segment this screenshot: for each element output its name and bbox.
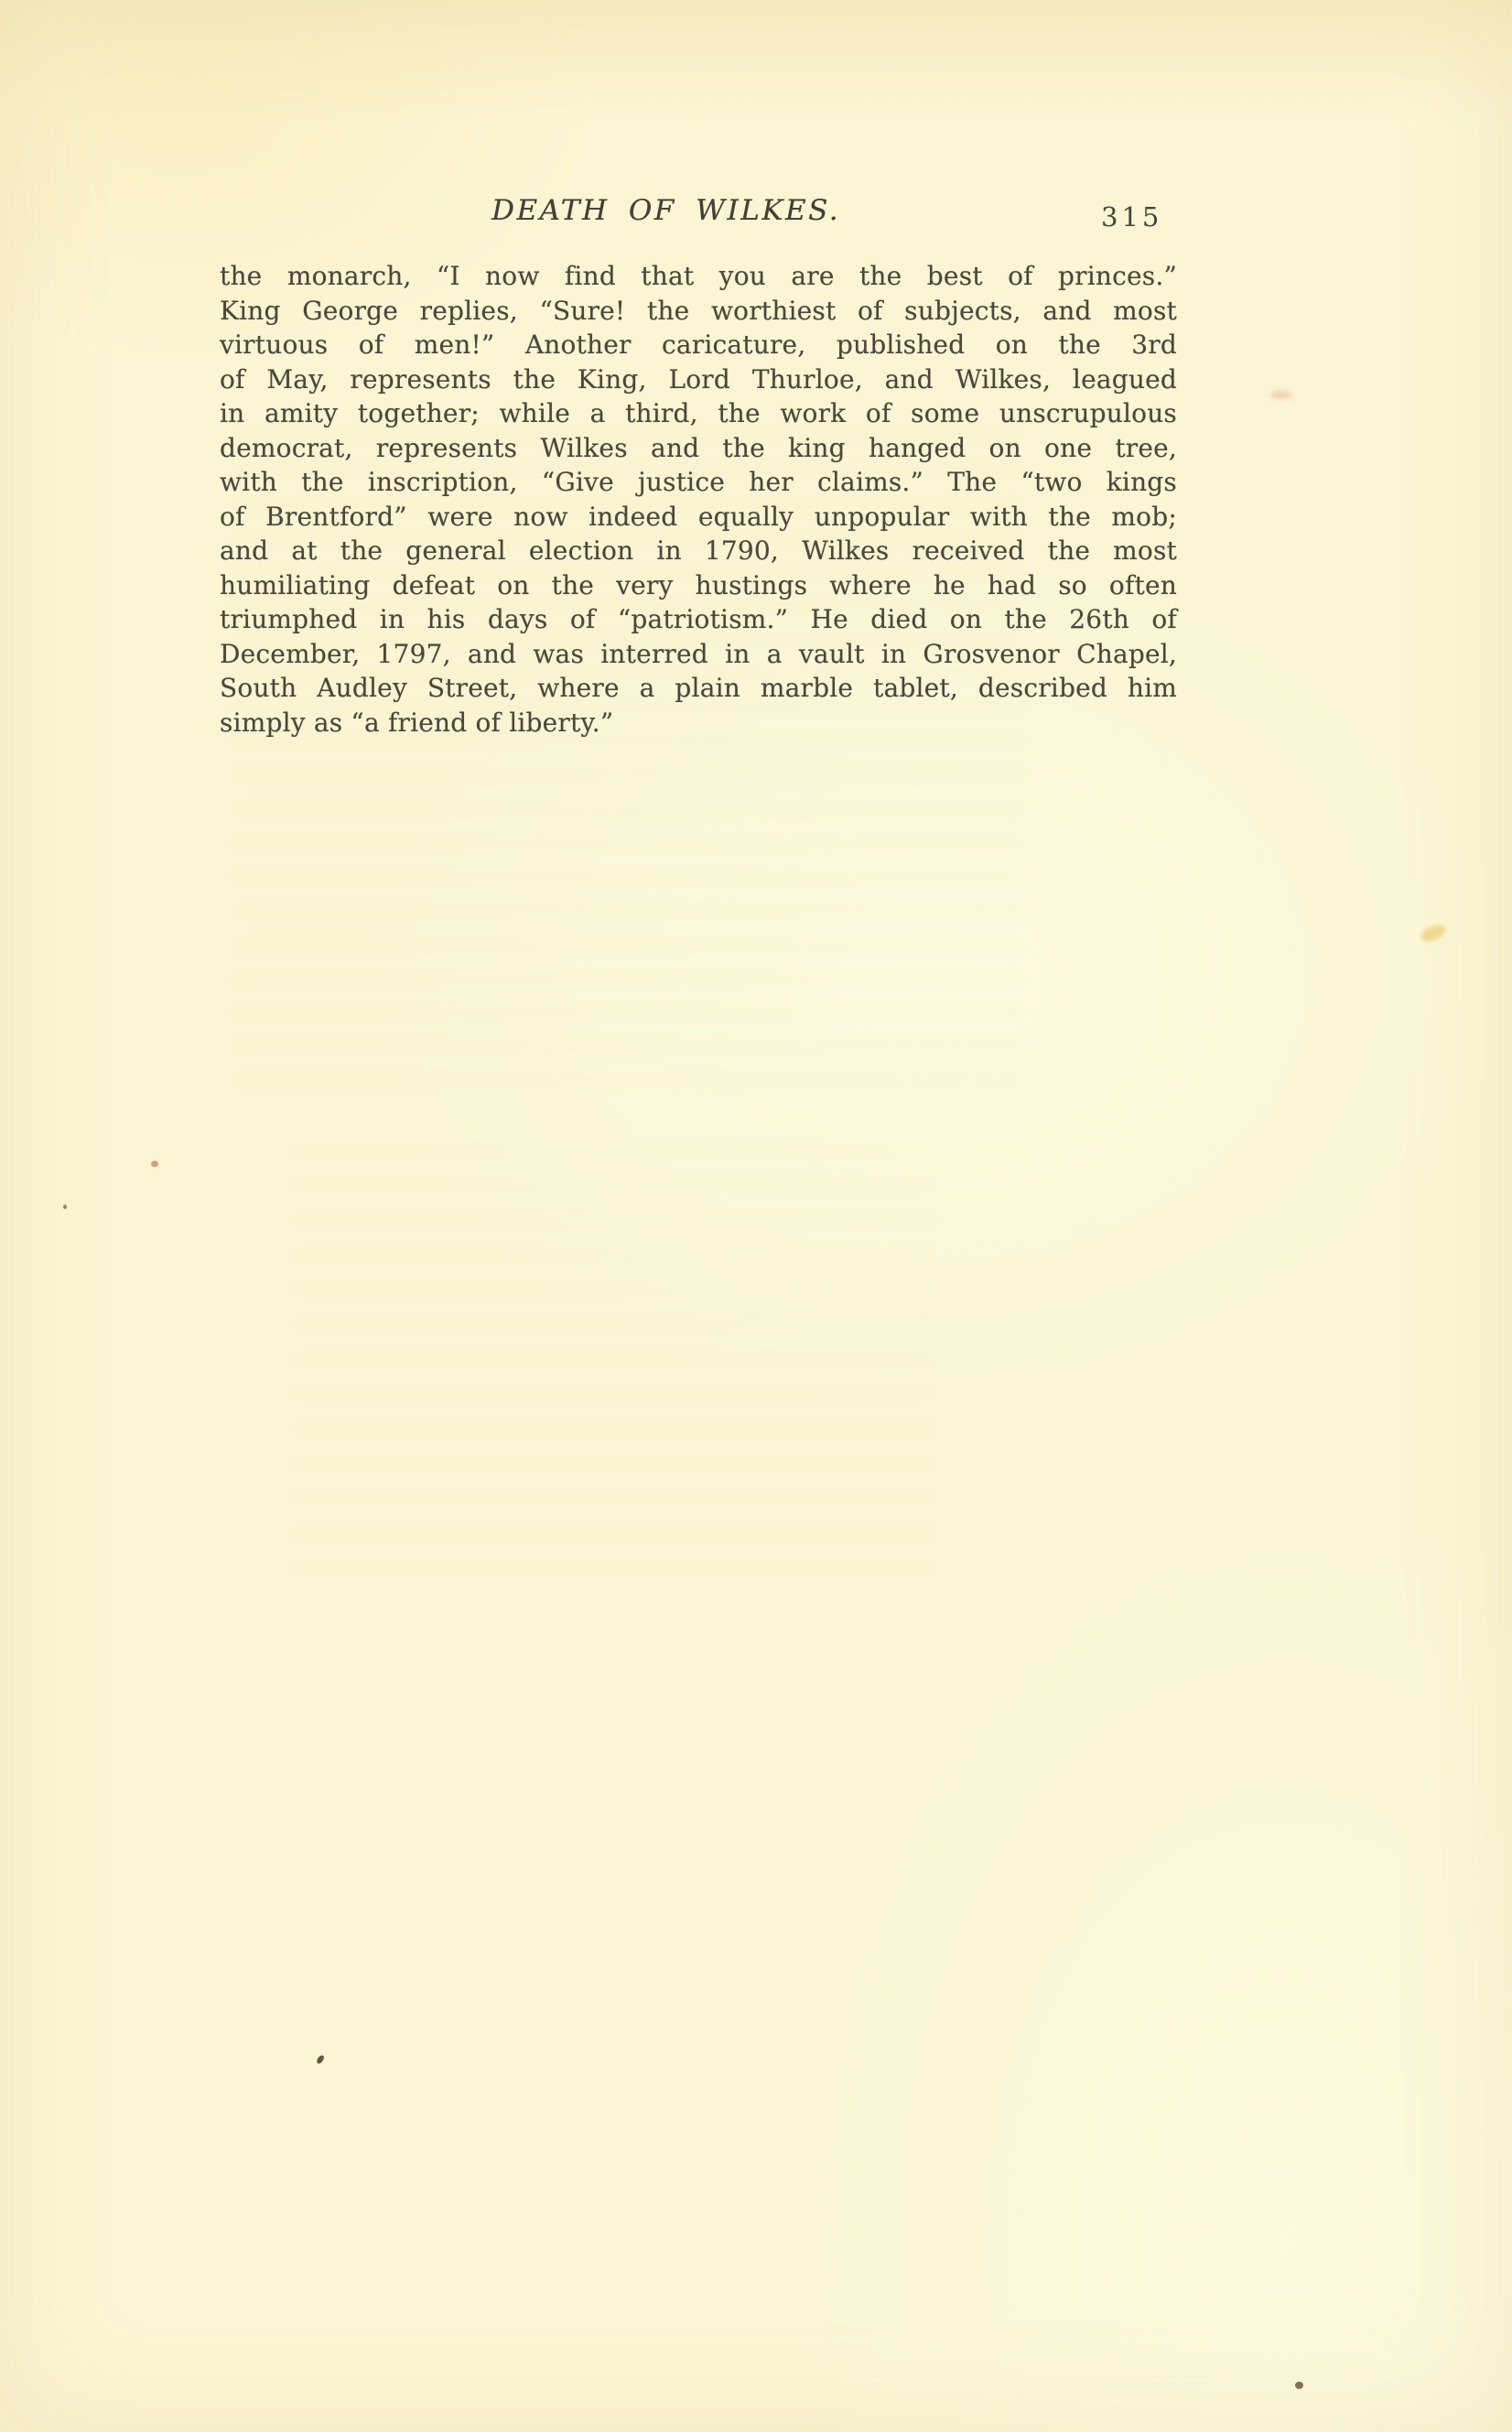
- text-line-4: of May, represents the King, Lord Thurloe, and Wilkes, leagued: [220, 363, 1177, 395]
- text-line-6: democrat, represents Wilkes and the king hanged on one tree,: [220, 432, 1177, 463]
- text-line-1: the monarch, “I now find that you are the best of princes.”: [220, 261, 1177, 291]
- text-line-9: and at the general election in 1790, Wilkes received the most: [220, 535, 1177, 566]
- paper-fleck: [151, 1161, 158, 1167]
- text-line-2: King George replies, “Sure! the worthiest of subjects, and most: [220, 295, 1177, 326]
- show-through-texture: [293, 1144, 934, 1584]
- text-line-11: triumphed in his days of “patriotism.” He died on the 26th of: [220, 604, 1177, 634]
- text-line-10: humiliating defeat on the very hustings where he had so often: [220, 569, 1177, 600]
- paper-stain: [1419, 922, 1448, 944]
- text-line-13: South Audley Street, where a plain marble tablet, described him: [220, 673, 1177, 703]
- ink-speck: [316, 2054, 325, 2065]
- page-number: 315: [1101, 201, 1163, 232]
- paper-smudge: [1270, 391, 1292, 399]
- paper-fleck: [63, 1205, 67, 1209]
- text-line-8: of Brentford” were now indeed equally unpopular with the mob;: [220, 501, 1177, 532]
- body-paragraph: [220, 259, 1177, 740]
- running-head-title: DEATH OF WILKES.: [491, 194, 840, 227]
- text-line-14: simply as “a friend of liberty.”: [220, 707, 614, 738]
- ink-speck: [1295, 2382, 1303, 2389]
- text-line-5: in amity together; while a third, the work of some unscrupulous: [220, 398, 1177, 428]
- text-line-3: virtuous of men!” Another caricature, published on the 3rd: [220, 330, 1177, 360]
- text-line-12: December, 1797, and was interred in a vault in Grosvenor Chapel,: [220, 638, 1177, 669]
- text-line-7: with the inscription, “Give justice her claims.” The “two kings: [220, 467, 1177, 497]
